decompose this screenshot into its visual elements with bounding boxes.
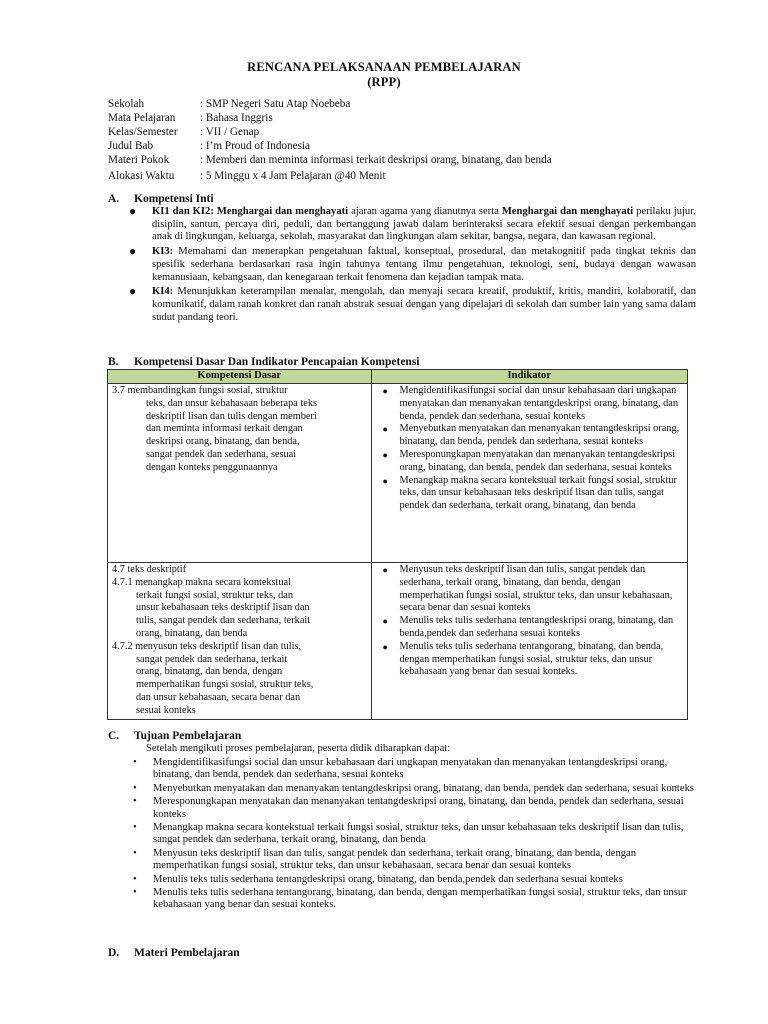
identity-value: : Bahasa Inggris xyxy=(200,112,273,124)
ki-item-text: Menunjukkan keterampilan menalar, mengolah, dan menyaji secara kreatif, produktif, kritis, mandiri, kolaboratif, dan komunikatif, dalam ranah konkret dan ranah abstrak sesuai dengan yang dipelajari di sekolah dan sumber lain yang sama dalam sudut pandang teori. xyxy=(152,286,696,323)
bullet-icon: ● xyxy=(382,616,388,627)
kd-line: sangat pendek dan sederhana, terkait xyxy=(136,653,288,665)
bullet-icon: ● xyxy=(382,449,388,460)
column-header-indikator: Indikator xyxy=(371,370,687,384)
ki-item-text: perilaku jujur, disiplin, santun, percaya diri, peduli, dan bertanggung jawab dalam berinteraksi secara efektif sesuai dengan perkembangan anak di lingkungan, keluarga, sekolah, masyarakat dan lingkungan alam sekitar, bangsa, negara, dan kawasan regional. xyxy=(152,206,696,243)
list-item xyxy=(120,783,700,796)
ki-item-lead: KI4: xyxy=(152,286,174,298)
identity-value: : I’m Proud of Indonesia xyxy=(200,140,310,152)
section-title: Tujuan Pembelajaran xyxy=(134,730,242,742)
bullet-icon: • xyxy=(133,873,137,885)
identity-value: : VII / Genap xyxy=(200,126,260,138)
column-header-kd: Kompetensi Dasar xyxy=(108,370,372,384)
list-item xyxy=(120,822,700,847)
bullet-icon: • xyxy=(133,847,137,859)
ki-item-emphasis: Menghargai dan menghayati xyxy=(501,206,634,217)
identity-label: Alokasi Waktu xyxy=(108,170,175,182)
kd-line: sesuai konteks xyxy=(136,704,196,716)
kd-line: dan unsur kebahasaan, secara benar dan xyxy=(136,691,301,703)
bullet-icon: • xyxy=(133,782,137,794)
section-title: Kompetensi Dasar Dan Indikator Pencapaian Kompetensi xyxy=(134,356,420,368)
bullet-icon: • xyxy=(133,821,137,833)
indicator-cell xyxy=(371,384,687,563)
indicator-text: Menyebutkan menyatakan dan menanyakan tentangdeskripsi orang, binatang, dan benda, pendek dan sederhana, sesuai konteks xyxy=(399,423,680,448)
kd-line: teks, dan unsur kebahasaan beberapa teks xyxy=(146,397,317,409)
ki-item-lead: KI3: xyxy=(152,246,174,258)
table-row xyxy=(108,384,688,563)
section-b-heading xyxy=(108,356,420,368)
section-letter: D. xyxy=(108,947,120,959)
kd-line: unsur kebahasaan teks deskriptif lisan dan xyxy=(136,602,310,614)
list-item xyxy=(120,874,700,887)
indicator-text: Meresponungkapan menyatakan dan menanyakan tentangdeskripsi orang, binatang, dan benda, pendek dan sederhana, sesuai konteks xyxy=(399,448,676,473)
list-item xyxy=(120,848,700,873)
section-c-heading xyxy=(108,730,241,742)
kd-line: dan meminta informasi terkait dengan xyxy=(146,423,303,435)
indicator-item xyxy=(376,449,683,475)
identity-label: Materi Pokok xyxy=(108,154,170,166)
indicator-item xyxy=(376,641,683,679)
kd-line: tulis, sangat pendek dan sederhana, terkait xyxy=(136,615,311,627)
indicator-text: Menyusun teks deskriptif lisan dan tulis, sangat pendek dan sederhana, terkait orang, binatang, dan benda, dengan memperhatikan fungsi sosial, struktur teks, dan unsur kebahasaan, secara benar dan sesuai konteks xyxy=(399,564,673,614)
identity-block xyxy=(108,97,552,183)
kd-line: orang, binatang, dan benda xyxy=(136,627,248,639)
list-item xyxy=(120,757,700,782)
ki-item-text: ajaran agama yang dianutnya serta xyxy=(348,206,502,217)
indicator-item xyxy=(376,423,683,449)
list-item xyxy=(120,887,700,912)
identity-label: Mata Pelajaran xyxy=(108,112,176,124)
bullet-icon: • xyxy=(133,886,137,898)
indicator-item xyxy=(376,615,683,641)
section-letter: C. xyxy=(108,730,120,742)
list-item xyxy=(120,796,700,821)
list-item-text: Meresponungkapan menyatakan dan menanyakan tentangdeskripsi orang, binatang, dan benda, pendek dan sederhana, sesuai konteks xyxy=(153,795,684,820)
bullet-icon: ● xyxy=(129,204,137,218)
ki-item xyxy=(128,246,696,284)
indicator-text: Mengidentifikasifungsi social dan unsur kebahasaan dari ungkapan menyatakan dan menanyakan tentangdeskripsi orang, binatang, dan benda, pendek dan sederhana, sesuai konteks xyxy=(399,385,679,422)
kd-cell xyxy=(108,563,372,720)
document-subtitle: (RPP) xyxy=(367,75,401,89)
section-title: Materi Pembelajaran xyxy=(134,947,240,959)
kd-line: 4.7.2 menyusun teks deskriptif lisan dan tulis, xyxy=(112,640,302,652)
kompetensi-inti-list xyxy=(128,206,696,326)
list-item-text: Menulis teks tulis sederhana tentangorang, binatang, dan benda, dengan memperhatikan fungsi sosial, struktur teks, dan unsur kebahasaan yang benar dan sesuai konteks. xyxy=(153,886,687,911)
bullet-icon: ● xyxy=(382,641,388,652)
identity-value: : SMP Negeri Satu Atap Noebeba xyxy=(200,98,351,110)
section-letter: B. xyxy=(108,356,119,368)
identity-row xyxy=(108,125,552,139)
list-item-text: Menyebutkan menyatakan dan menanyakan tentangdeskripsi orang, binatang, dan benda, pendek dan sederhana, sesuai konteks xyxy=(153,782,694,794)
bullet-icon: ● xyxy=(382,565,388,575)
identity-row xyxy=(108,139,552,153)
identity-row xyxy=(108,169,552,183)
bullet-icon: ● xyxy=(382,424,388,435)
kd-line: terkait fungsi sosial, struktur teks, dan xyxy=(136,589,294,601)
kd-line: dengan konteks penggunaannya xyxy=(146,461,278,473)
kd-cell xyxy=(108,384,372,563)
table-row xyxy=(108,563,688,720)
identity-label: Judul Bab xyxy=(108,140,154,152)
list-item-text: Menangkap makna secara kontekstual terkait fungsi sosial, struktur teks, dan unsur kebahasaan teks deskriptif lisan dan tulis, sangat pendek dan sederhana, terkait orang, binatang, dan benda xyxy=(153,821,684,846)
kd-line: sangat pendek dan sederhana, sesuai xyxy=(146,448,297,460)
ki-item xyxy=(128,206,696,244)
section-a-heading xyxy=(108,193,214,205)
indicator-item xyxy=(376,385,683,423)
list-item-text: Menulis teks tulis sederhana tentangdeskripsi orang, binatang, dan benda,pendek dan sederhana sesuai konteks xyxy=(153,873,623,885)
bullet-icon: • xyxy=(133,795,137,807)
indicator-item xyxy=(376,475,683,513)
identity-value: : 5 Minggu x 4 Jam Pelajaran @40 Menit xyxy=(200,170,386,182)
identity-row xyxy=(108,153,552,167)
bullet-icon: ● xyxy=(382,475,388,486)
identity-label: Sekolah xyxy=(108,98,145,110)
ki-item-lead: KI1 dan KI2: Menghargai dan menghayati xyxy=(152,206,349,217)
identity-row xyxy=(108,111,552,125)
document-title: RENCANA PELAKSANAAN PEMBELAJARAN xyxy=(247,60,521,74)
indicator-item xyxy=(376,564,683,615)
identity-label: Kelas/Semester xyxy=(108,126,178,138)
kd-line: deskripsi orang, binatang, dan benda, xyxy=(146,436,300,448)
bullet-icon: ● xyxy=(129,244,137,259)
section-title: Kompetensi Inti xyxy=(134,193,214,205)
indicator-text: Menulis teks tulis sederhana tentangorang, binatang, dan benda, dengan memperhatikan fungsi sosial, struktur teks, dan unsur kebahasaan yang benar dan sesuai konteks. xyxy=(399,640,664,678)
kd-indicator-table xyxy=(107,369,688,720)
kd-line: 4.7 teks deskriptif xyxy=(112,564,187,575)
identity-value: : Memberi dan meminta informasi terkait deskripsi orang, binatang, dan benda xyxy=(200,154,552,166)
list-item-text: Menyusun teks deskriptif lisan dan tulis, sangat pendek dan sederhana, terkait orang, binatang, dan benda, dengan memperhatikan fungsi sosial, struktur teks, dan unsur kebahasaan, secara benar dan sesuai konteks xyxy=(153,847,637,872)
kd-line: memperhatikan fungsi sosial, struktur teks, xyxy=(136,679,314,691)
ki-item xyxy=(128,286,696,324)
kd-line: orang, binatang, dan benda, dengan xyxy=(136,666,283,678)
bullet-icon: ● xyxy=(382,386,388,396)
section-d-heading xyxy=(108,947,240,959)
tujuan-list xyxy=(120,743,700,913)
identity-row xyxy=(108,97,552,111)
indicator-cell xyxy=(371,563,687,720)
kd-line: 4.7.1 menangkap makna secara kontekstual xyxy=(112,576,291,588)
kd-line: 3.7 membandingkan fungsi sosial, struktur xyxy=(112,385,288,396)
bullet-icon: ● xyxy=(129,284,137,299)
indicator-text: Menangkap makna secara kontekstual terkait fungsi sosial, struktur teks, dan unsur kebahasaan teks deskriptif lisan dan tulis, sangat pendek dan sederhana, terkait orang, binatang, dan benda xyxy=(399,474,677,512)
table-header-row xyxy=(108,370,688,384)
tujuan-intro: Setelah mengikuti proses pembelajaran, peserta didik diharapkan dapat: xyxy=(146,743,451,754)
section-letter: A. xyxy=(108,193,120,205)
bullet-icon: • xyxy=(133,756,137,768)
indicator-text: Menulis teks tulis sederhana tentangdeskripsi orang, binatang, dan benda,pendek dan sederhana sesuai konteks xyxy=(399,615,674,639)
ki-item-text: Memahami dan menerapkan pengetahuan faktual, konseptual, prosedural, dan metakognitif pada tingkat teknis dan spesifik sederhana berdasarkan rasa ingin tahunya tentang ilmu pengetahuan, teknologi, seni, budaya dengan wawasan kemanusiaan, kebangsaan, dan kenegaraan terkait fenomena dan kejadian tampak mata. xyxy=(152,246,696,283)
kd-line: deskriptif lisan dan tulis dengan memberi xyxy=(146,410,317,422)
list-item-text: Mengidentifikasifungsi social dan unsur kebahasaan dari ungkapan menyatakan dan menanyakan tentangdeskripsi orang, binatang, dan benda, pendek dan sederhana, sesuai konteks xyxy=(153,756,668,781)
